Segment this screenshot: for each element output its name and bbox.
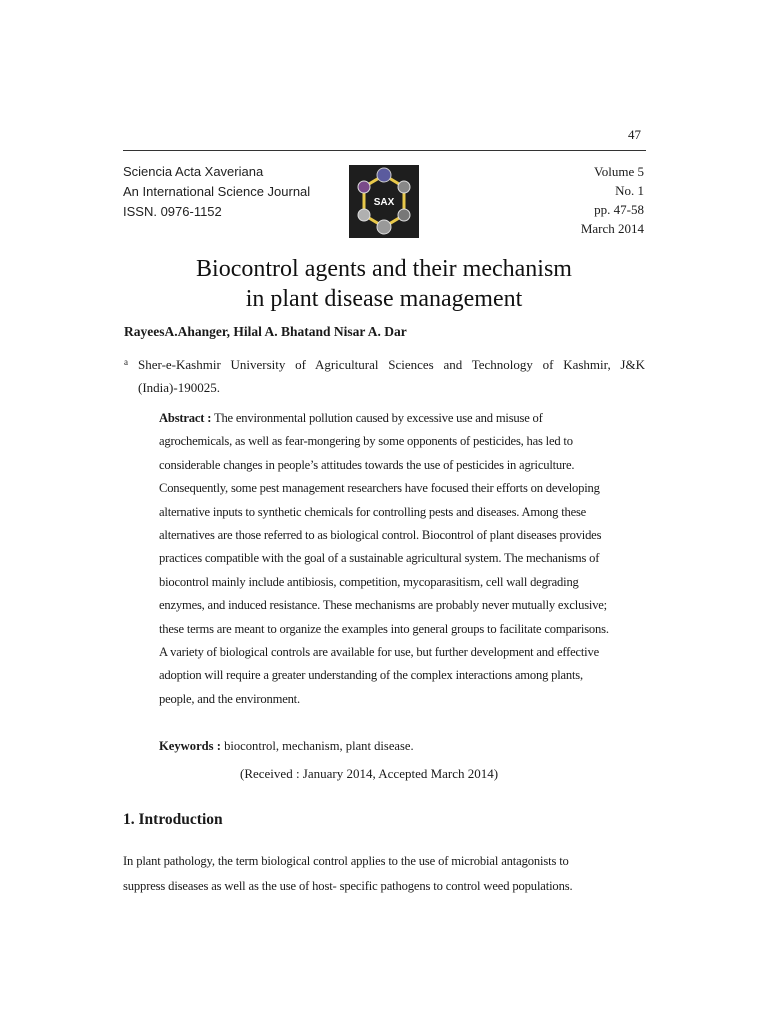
journal-name: Sciencia Acta Xaveriana	[123, 164, 264, 179]
keywords-label: Keywords :	[159, 739, 221, 753]
journal-issn: ISSN. 0976-1152	[123, 204, 222, 219]
authors: RayeesA.Ahanger, Hilal A. Bhatand Nisar A. Dar	[124, 324, 407, 339]
title-line-1: Biocontrol agents and their mechanism	[196, 256, 572, 282]
received-dates: (Received : January 2014, Accepted March 2014)	[240, 766, 499, 781]
abstract-label: Abstract :	[159, 411, 212, 425]
journal-logo-text: SAX	[373, 197, 395, 208]
issue-volume: Volume 5	[594, 164, 644, 179]
header-rule	[123, 150, 646, 151]
journal-info	[123, 162, 310, 222]
abstract	[159, 407, 614, 711]
article-title	[0, 254, 768, 314]
intro-line-2: suppress diseases as well as the use of host- specific pathogens to control weed populations.	[123, 879, 573, 893]
issue-number: No. 1	[615, 183, 644, 198]
issue-info	[581, 162, 644, 238]
affiliation	[124, 353, 645, 399]
section-heading-introduction: 1. Introduction	[123, 811, 223, 828]
issue-pages: pp. 47-58	[594, 202, 644, 217]
journal-logo	[349, 165, 419, 238]
title-line-2: in plant disease management	[245, 286, 523, 312]
affiliation-mark: a	[124, 357, 128, 367]
introduction-paragraph	[123, 849, 649, 899]
affiliation-text: Sher-e-Kashmir University of Agricultural Sciences and Technology of Kashmir, J&K (India)-190025.	[138, 357, 645, 395]
intro-line-1: In plant pathology, the term biological control applies to the use of microbial antagonists to	[123, 854, 569, 868]
page-number: 47	[628, 127, 641, 142]
keywords	[159, 739, 414, 754]
abstract-text: The environmental pollution caused by excessive use and misuse of agrochemicals, as well as fear-mongering by some opponents of pesticides, has led to considerable changes in people’s attitudes towards the use of pesticides in agriculture. Consequently, some pest management researchers have focused their efforts on developing alternative inputs to synthetic chemicals for controlling pests and diseases. Among these alternatives are those referred to as biological control. Biocontrol of plant diseases provides practices compatible with the goal of a sustainable agricultural system. The mechanisms of biocontrol mainly include antibiosis, competition, mycoparasitism, cell wall degrading enzymes, and induced resistance. These mechanisms are probably never mutually exclusive; these terms are meant to organize the examples into general groups to facilitate comparisons. A variety of biological controls are available for use, but further development and effective adoption will require a greater understanding of the complex interactions among plants, people, and the environment.	[159, 411, 609, 706]
keywords-text: biocontrol, mechanism, plant disease.	[224, 739, 414, 753]
journal-subtitle: An International Science Journal	[123, 184, 311, 199]
issue-date: March 2014	[580, 221, 644, 236]
